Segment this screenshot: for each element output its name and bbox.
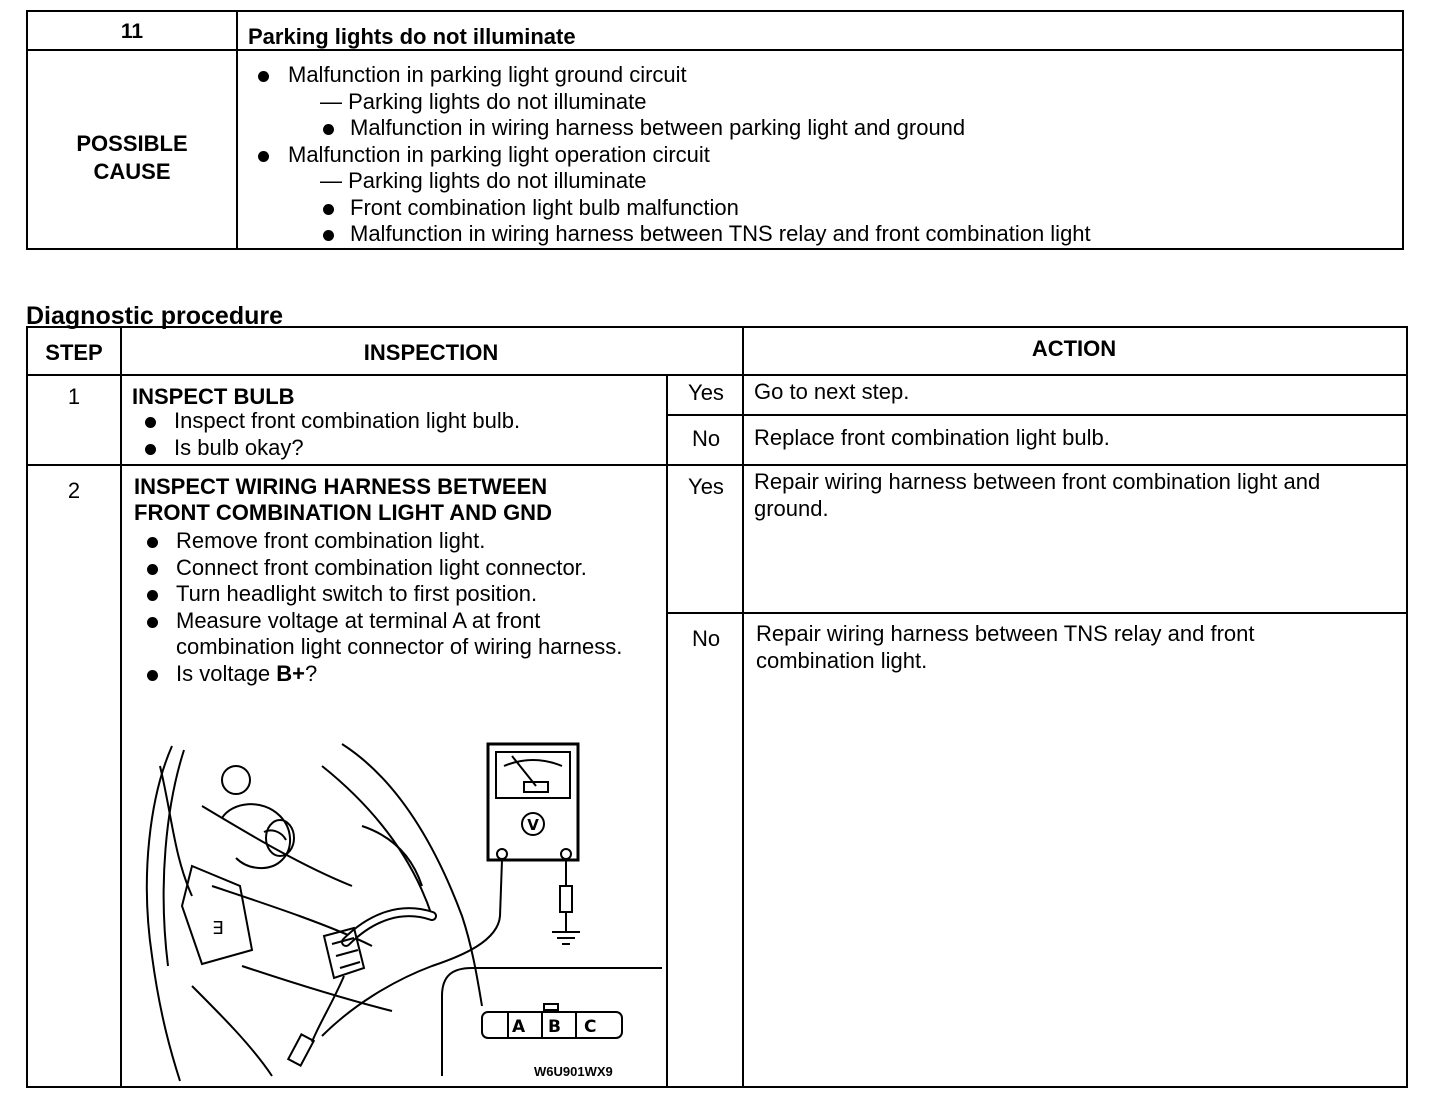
step-2-items (134, 528, 644, 687)
figure-code: W6U901WX9 (534, 1064, 613, 1079)
step2-yes-no-line (666, 612, 1406, 614)
bullet-icon (147, 537, 158, 548)
symptom-table (26, 10, 1404, 250)
step-2-yes-label: Yes (688, 474, 724, 499)
inspection-item: Measure voltage at terminal A at front combination light connector of wiring harness. (134, 608, 644, 661)
step-2-title: INSPECT WIRING HARNESS BETWEEN FRONT COMBINATION LIGHT AND GND (134, 474, 552, 525)
bullet-icon (147, 564, 158, 575)
cause-subitem: — Parking lights do not illuminate (320, 88, 647, 114)
terminal-b-label: B (548, 1017, 561, 1037)
inspection-item: Inspect front combination light bulb. (132, 408, 520, 435)
step-2-no-action: Repair wiring harness between TNS relay and front combination light. (756, 621, 1255, 673)
cause-subitem: — Parking lights do not illuminate (320, 168, 647, 193)
diagnostic-table (26, 326, 1408, 1088)
symptom-title: Parking lights do not illuminate (248, 24, 576, 49)
bullet-icon (145, 417, 156, 428)
step-1-yes-action: Go to next step. (754, 379, 910, 404)
inspection-header: INSPECTION (363, 340, 499, 365)
inspection-item: Is bulb okay? (132, 435, 520, 462)
cause-item: Malfunction in parking light ground circuit (254, 62, 1091, 89)
bullet-icon (145, 444, 156, 455)
bullet-icon (323, 204, 334, 215)
voltage-measurement-illustration (132, 736, 666, 1086)
step-1-yes-label: Yes (688, 380, 724, 405)
bullet-icon (258, 71, 269, 82)
step-2-no-label: No (691, 626, 721, 651)
diagnostic-procedure-heading: Diagnostic procedure (26, 302, 283, 330)
inspection-item: Is voltage B+? (134, 661, 644, 688)
bullet-icon (258, 151, 269, 162)
step-column-divider (120, 328, 122, 1086)
step1-yes-no-line (666, 414, 1406, 416)
step-2-number: 2 (67, 478, 81, 503)
cause-item: Malfunction in parking light operation circuit (254, 142, 1091, 169)
possible-cause-label: POSSIBLE CAUSE (76, 131, 188, 184)
symptom-table-header-line (28, 49, 1402, 51)
terminal-a-label: A (512, 1017, 526, 1037)
cause-list (254, 62, 1091, 248)
action-header: ACTION (1031, 336, 1117, 361)
symptom-number: 11 (120, 20, 144, 43)
bullet-icon (147, 670, 158, 681)
inspection-item: Turn headlight switch to first position. (134, 581, 644, 608)
cause-detail: Malfunction in wiring harness between parking light and ground (254, 115, 1091, 142)
step-1-no-label: No (691, 426, 721, 451)
step-row-line (28, 464, 1406, 466)
step-header: STEP (45, 340, 103, 365)
step-1-no-action: Replace front combination light bulb. (754, 425, 1110, 450)
inspection-item: Remove front combination light. (134, 528, 644, 555)
svg-text:∃: ∃ (212, 918, 224, 939)
inspection-item: Connect front combination light connector. (134, 555, 644, 582)
step-2-yes-action: Repair wiring harness between front combination light and ground. (754, 469, 1321, 521)
cause-detail: Front combination light bulb malfunction (254, 195, 1091, 222)
step-1-title: INSPECT BULB (132, 384, 295, 409)
voltmeter-symbol: V (527, 816, 539, 834)
bullet-icon (147, 617, 158, 628)
bullet-icon (323, 230, 334, 241)
symptom-table-divider (236, 12, 238, 248)
bullet-icon (147, 590, 158, 601)
step-1-items (132, 408, 520, 461)
cause-detail: Malfunction in wiring harness between TNS relay and front combination light (254, 221, 1091, 248)
terminal-c-label: C (584, 1017, 597, 1037)
bullet-icon (323, 124, 334, 135)
step-1-number: 1 (67, 384, 81, 409)
header-row-line (28, 374, 1406, 376)
